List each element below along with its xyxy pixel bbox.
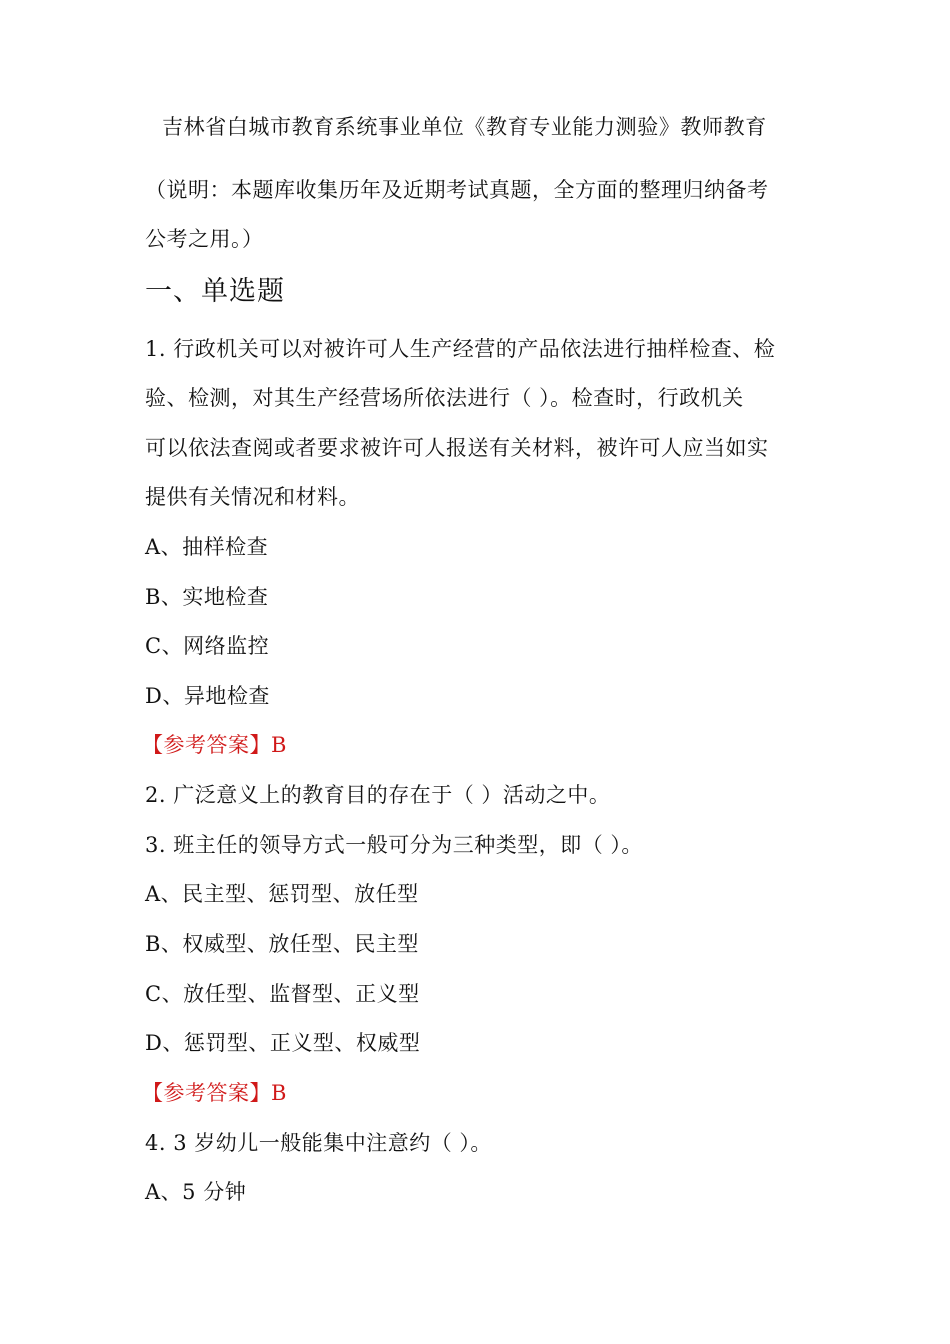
question-1-option-c: C、网络监控 (145, 634, 270, 658)
question-1-line-4: 提供有关情况和材料。 (145, 485, 360, 509)
note-line-2: 公考之用。） (145, 227, 264, 251)
answer-label: 【参考答案】 (142, 1081, 271, 1105)
question-4-line-1: 4. 3 岁幼儿一般能集中注意约（ ）。 (145, 1131, 492, 1155)
answer-label: 【参考答案】 (142, 733, 271, 757)
section-heading: 一、单选题 (145, 276, 285, 307)
question-3-option-b: B、权威型、放任型、民主型 (145, 932, 419, 956)
question-1-option-d: D、异地检查 (145, 684, 270, 708)
question-1-line-3: 可以依法查阅或者要求被许可人报送有关材料，被许可人应当如实 (145, 436, 769, 460)
question-1-option-b: B、实地检查 (145, 585, 269, 609)
question-1-line-1: 1. 行政机关可以对被许可人生产经营的产品依法进行抽样检查、检 (145, 337, 776, 361)
question-4-option-a: A、5 分钟 (145, 1180, 247, 1204)
answer-value: B (271, 1081, 287, 1105)
question-3-line-1: 3. 班主任的领导方式一般可分为三种类型，即（ ）。 (145, 833, 643, 857)
document-title: 吉林省白城市教育系统事业单位《教育专业能力测验》教师教育 (162, 115, 767, 139)
question-1-line-2: 验、检测，对其生产经营场所依法进行（ ）。检查时，行政机关 (145, 386, 744, 410)
question-3-option-c: C、放任型、监督型、正义型 (145, 982, 420, 1006)
question-3-option-d: D、惩罚型、正义型、权威型 (145, 1031, 421, 1055)
question-1-option-a: A、抽样检查 (145, 535, 269, 559)
question-2-line-1: 2. 广泛意义上的教育目的存在于（ ）活动之中。 (145, 783, 611, 807)
question-1-answer (142, 730, 287, 760)
note-line-1: （说明：本题库收集历年及近期考试真题，全方面的整理归纳备考 (145, 178, 769, 202)
answer-value: B (271, 733, 287, 757)
question-3-option-a: A、民主型、惩罚型、放任型 (145, 882, 419, 906)
question-3-answer (142, 1078, 287, 1108)
